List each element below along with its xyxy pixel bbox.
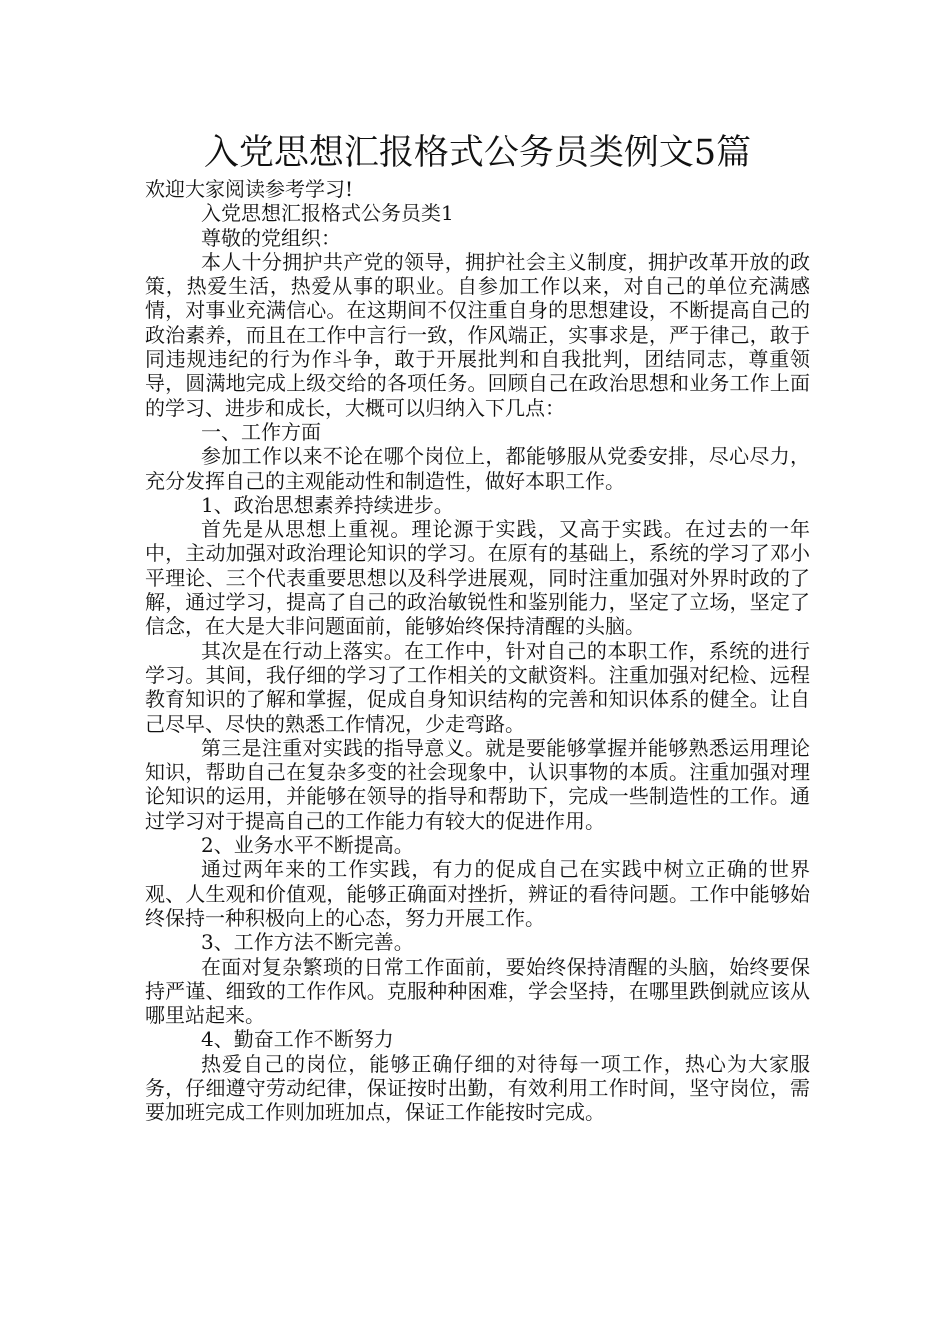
salutation: 尊敬的党组织：: [201, 225, 341, 250]
subheading: 2、业务水平不断提高。: [201, 833, 414, 858]
body-paragraph: 首先是从思想上重视。理论源于实践，又高于实践。在过去的一年中，主动加强对政治理论知识的学习。在原有的基础上，系统的学习了邓小平理论、三个代表重要思想以及科学进展观，同时注重加强对外界时政的了解，通过学习，提高了自己的政治敏锐性和鉴别能力，坚定了立场，坚定了信念，在大是大非问题面前，能够始终保持清醒的头脑。: [145, 517, 810, 639]
subheading: 一、工作方面: [201, 419, 321, 444]
body-paragraph: 其次是在行动上落实。在工作中，针对自己的本职工作，系统的进行学习。其间，我仔细的学习了工作相关的文献资料。注重加强对纪检、远程教育知识的了解和掌握，促成自身知识结构的完善和知识体系的健全。让自己尽早、尽快的熟悉工作情况，少走弯路。: [145, 638, 810, 736]
intro-line: 欢迎大家阅读参考学习!: [145, 177, 354, 201]
subheading: 3、工作方法不断完善。: [201, 930, 414, 955]
subheading: 4、勤奋工作不断努力: [201, 1027, 394, 1052]
section-heading: 入党思想汇报格式公务员类1: [201, 201, 454, 226]
body-paragraph: 在面对复杂繁琐的日常工作面前，要始终保持清醒的头脑，始终要保持严谨、细致的工作作风。克服种种困难，学会坚持，在哪里跌倒就应该从哪里站起来。: [145, 954, 810, 1028]
body-paragraph: 热爱自己的岗位，能够正确仔细的对待每一项工作，热心为大家服务，仔细遵守劳动纪律，保证按时出勤，有效利用工作时间，坚守岗位，需要加班完成工作则加班加点，保证工作能按时完成。: [145, 1051, 810, 1125]
document-title: 入党思想汇报格式公务员类例文5篇: [203, 133, 752, 173]
body-paragraph: 本人十分拥护共产党的领导，拥护社会主义制度，拥护改革开放的政策，热爱生活，热爱从事的职业。自参加工作以来，对自己的单位充满感情，对事业充满信心。在这期间不仅注重自身的思想建设，不断提高自己的政治素养，而且在工作中言行一致，作风端正，实事求是，严于律己，敢于同违规违纪的行为作斗争，敢于开展批判和自我批判，团结同志，尊重领导，圆满地完成上级交给的各项任务。回顾自己在政治思想和业务工作上面的学习、进步和成长，大概可以归纳入下几点：: [145, 249, 810, 420]
body-paragraph: 第三是注重对实践的指导意义。就是要能够掌握并能够熟悉运用理论知识，帮助自己在复杂多变的社会现象中，认识事物的本质。注重加强对理论知识的运用，并能够在领导的指导和帮助下，完成一些制造性的工作。通过学习对于提高自己的工作能力有较大的促进作用。: [145, 735, 810, 833]
body-paragraph: 通过两年来的工作实践，有力的促成自己在实践中树立正确的世界观、人生观和价值观，能够正确面对挫折，辨证的看待问题。工作中能够始终保持一种积极向上的心态，努力开展工作。: [145, 857, 810, 930]
document-page: [145, 130, 810, 1125]
body-paragraph: 参加工作以来不论在哪个岗位上，都能够服从党委安排，尽心尽力，充分发挥自己的主观能动性和制造性，做好本职工作。: [145, 444, 810, 493]
subheading: 1、政治思想素养持续进步。: [201, 492, 454, 517]
